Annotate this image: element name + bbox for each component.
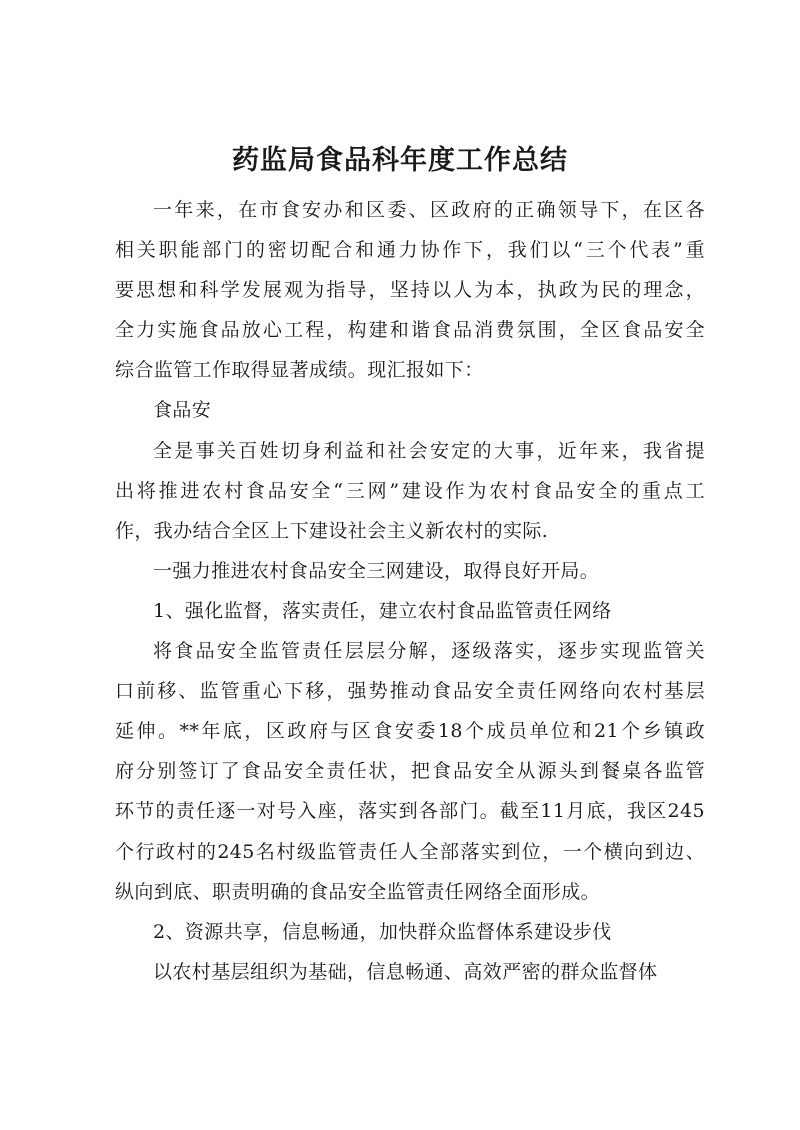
paragraph-line: 将食品安全监管责任层层分解，逐级落实，逐步实现监管关 (153, 640, 705, 663)
paragraph-line: 延伸。**年底，区政府与区食安委18个成员单位和21个乡镇政 (115, 720, 705, 743)
document-body (115, 190, 705, 992)
document-title: 药监局食品科年度工作总结 (232, 145, 568, 176)
paragraph-line: 综合监管工作取得显著成绩。现汇报如下： (115, 359, 484, 382)
paragraph-line: 全是事关百姓切身利益和社会安定的大事，近年来，我省提 (153, 439, 705, 462)
paragraph-line: 出将推进农村食品安全“三网”建设作为农村食品安全的重点工 (115, 479, 705, 502)
paragraph-line: 府分别签订了食品安全责任状，把食品安全从源头到餐桌各监管 (115, 760, 705, 783)
subsection-heading: 2、资源共享，信息畅通，加快群众监督体系建设步伐 (153, 920, 612, 943)
paragraph-line: 全力实施食品放心工程，构建和谐食品消费氛围，全区食品安全 (115, 319, 705, 342)
subsection-heading: 1、强化监督，落实责任，建立农村食品监管责任网络 (153, 599, 612, 622)
paragraph-line: 食品安 (153, 399, 212, 422)
section-heading: 一强力推进农村食品安全三网建设，取得良好开局。 (153, 559, 600, 582)
paragraph-line: 一年来，在市食安办和区委、区政府的正确领导下，在区各 (153, 199, 705, 221)
paragraph-line: 相关职能部门的密切配合和通力协作下，我们以“三个代表”重 (115, 239, 705, 262)
paragraph-line: 以农村基层组织为基础，信息畅通、高效严密的群众监督体 (153, 960, 658, 983)
paragraph-line: 环节的责任逐一对号入座，落实到各部门。截至11月底，我区245 (115, 800, 705, 823)
paragraph-line: 作，我办结合全区上下建设社会主义新农村的实际. (115, 519, 549, 542)
paragraph-line: 个行政村的245名村级监管责任人全部落实到位，一个横向到边、 (115, 840, 705, 863)
paragraph-line: 纵向到底、职责明确的食品安全监管责任网络全面形成。 (115, 880, 601, 903)
paragraph-line: 要思想和科学发展观为指导，坚持以人为本，执政为民的理念， (115, 279, 705, 302)
paragraph-line: 口前移、监管重心下移，强势推动食品安全责任网络向农村基层 (115, 680, 705, 703)
